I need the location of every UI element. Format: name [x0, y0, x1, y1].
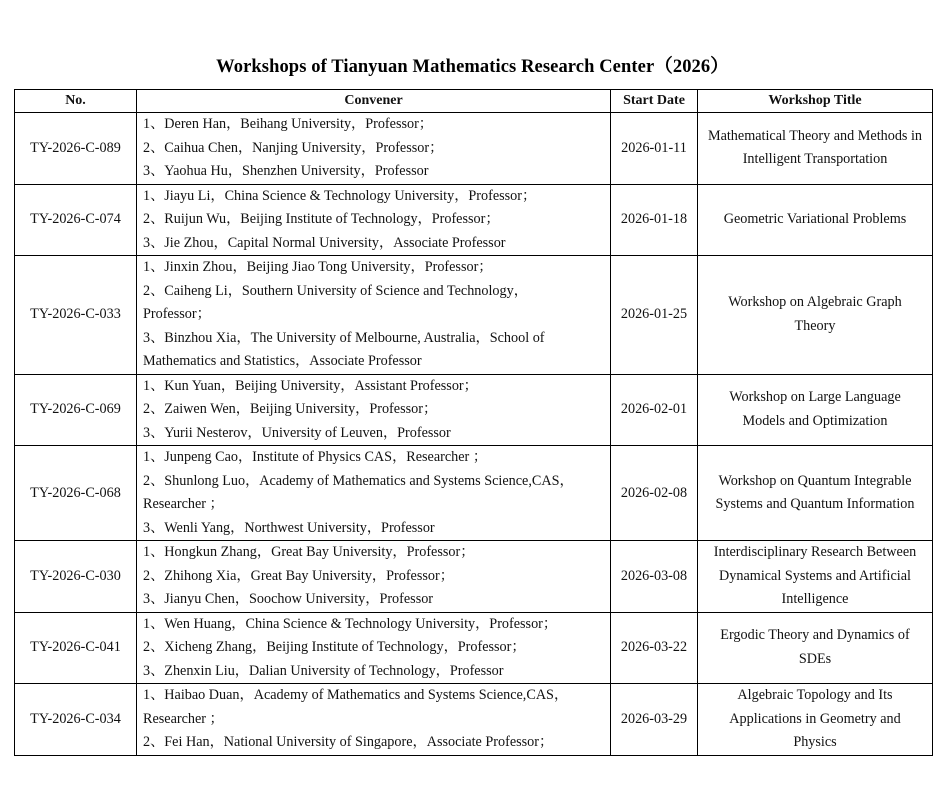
- workshop-number: TY-2026-C-041: [15, 612, 137, 684]
- convener-line: 3、Wenli Yang，Northwest University，Professor: [143, 519, 435, 536]
- table-row: [15, 684, 933, 756]
- workshop-number: TY-2026-C-089: [15, 113, 137, 185]
- workshop-title: [698, 374, 933, 446]
- convener-line: 2、Caiheng Li，Southern University of Science and Technology，: [143, 282, 528, 299]
- workshop-title: [698, 446, 933, 541]
- start-date: 2026-01-18: [611, 184, 698, 256]
- workshop-title: [698, 541, 933, 613]
- convener-line: Mathematics and Statistics，Associate Professor: [143, 353, 422, 369]
- convener-line: 2、Ruijun Wu，Beijing Institute of Technology，Professor；: [143, 211, 500, 227]
- workshop-title: [698, 256, 933, 375]
- table-row: [15, 113, 933, 185]
- workshop-number: TY-2026-C-033: [15, 256, 137, 375]
- workshop-title: [698, 612, 933, 684]
- workshop-title: [698, 684, 933, 756]
- workshop-number: TY-2026-C-068: [15, 446, 137, 541]
- workshop-title: [698, 184, 933, 256]
- table-header-row: [15, 90, 933, 113]
- header-start-date: Start Date: [611, 90, 698, 113]
- workshop-title-line: Ergodic Theory and Dynamics of: [720, 627, 910, 644]
- convener-line: 2、Shunlong Luo，Academy of Mathematics and Systems Science,CAS，: [143, 472, 574, 489]
- convener-line: 3、Jie Zhou，Capital Normal University，Associate Professor: [143, 234, 506, 251]
- convener-line: Professor；: [143, 306, 211, 322]
- start-date: 2026-02-01: [611, 374, 698, 446]
- convener-line: 2、Fei Han，National University of Singapore，Associate Professor；: [143, 734, 554, 750]
- table-row: [15, 446, 933, 541]
- convener-cell: [137, 184, 611, 256]
- workshop-title-line: SDEs: [798, 650, 832, 667]
- convener-cell: [137, 374, 611, 446]
- convener-line: 1、Jinxin Zhou，Beijing Jiao Tong University，Professor；: [143, 259, 493, 275]
- convener-line: 3、Yurii Nesterov，University of Leuven，Professor: [143, 424, 451, 441]
- convener-cell: [137, 684, 611, 756]
- table-row: [15, 612, 933, 684]
- start-date: 2026-03-08: [611, 541, 698, 613]
- convener-line: 1、Haibao Duan，Academy of Mathematics and Systems Science,CAS，: [143, 687, 569, 703]
- workshop-title-line: Workshop on Quantum Integrable: [718, 472, 912, 489]
- workshop-title-line: Workshop on Algebraic Graph: [728, 294, 902, 311]
- workshop-title-line: Algebraic Topology and Its: [737, 687, 893, 703]
- convener-line: 3、Yaohua Hu，Shenzhen University，Professor: [143, 163, 429, 179]
- convener-line: 1、Hongkun Zhang，Great Bay University，Professor；: [143, 544, 475, 560]
- convener-line: 2、Zhihong Xia，Great Bay University，Professor；: [143, 567, 454, 584]
- convener-line: 2、Caihua Chen，Nanjing University，Professor；: [143, 139, 444, 156]
- convener-line: 3、Zhenxin Liu，Dalian University of Technology，Professor: [143, 662, 504, 679]
- convener-line: 2、Xicheng Zhang，Beijing Institute of Technology，Professor；: [143, 639, 526, 655]
- convener-cell: [137, 113, 611, 185]
- convener-line: 3、Jianyu Chen，Soochow University，Professor: [143, 591, 434, 607]
- workshop-title-line: Dynamical Systems and Artificial: [719, 567, 911, 584]
- start-date: 2026-02-08: [611, 446, 698, 541]
- workshop-title-line: Interdisciplinary Research Between: [713, 544, 917, 560]
- workshops-table: [14, 89, 933, 756]
- table-row: [15, 374, 933, 446]
- start-date: 2026-03-22: [611, 612, 698, 684]
- workshop-title-line: Intelligent Transportation: [742, 151, 888, 168]
- table-row: [15, 256, 933, 375]
- convener-cell: [137, 256, 611, 375]
- table-row: [15, 541, 933, 613]
- workshop-number: TY-2026-C-074: [15, 184, 137, 256]
- convener-cell: [137, 612, 611, 684]
- page-title: Workshops of Tianyuan Mathematics Research Center（2026）: [216, 57, 729, 77]
- workshop-title-line: Mathematical Theory and Methods in: [707, 127, 923, 144]
- workshop-title-line: Geometric Variational Problems: [723, 211, 907, 227]
- workshop-title: [698, 113, 933, 185]
- convener-line: 1、Junpeng Cao，Institute of Physics CAS，Researcher ；: [143, 449, 488, 465]
- workshop-title-line: Applications in Geometry and: [729, 710, 901, 727]
- start-date: 2026-01-25: [611, 256, 698, 375]
- workshop-number: TY-2026-C-069: [15, 374, 137, 446]
- header-workshop-title: Workshop Title: [698, 90, 933, 113]
- convener-line: 1、Wen Huang，China Science & Technology University，Professor；: [143, 615, 558, 632]
- workshop-title-line: Intelligence: [781, 591, 849, 607]
- table-row: [15, 184, 933, 256]
- start-date: 2026-01-11: [611, 113, 698, 185]
- convener-line: Researcher ；: [143, 710, 224, 727]
- convener-cell: [137, 446, 611, 541]
- header-no: No.: [15, 90, 137, 113]
- convener-line: 3、Binzhou Xia，The University of Melbourne, Australia，School of: [143, 329, 545, 346]
- convener-line: Researcher ；: [143, 496, 224, 512]
- workshop-title-line: Workshop on Large Language: [729, 389, 901, 406]
- header-convener: Convener: [137, 90, 611, 113]
- convener-line: 1、Jiayu Li，China Science & Technology University，Professor；: [143, 187, 537, 204]
- workshop-title-line: Systems and Quantum Information: [715, 496, 915, 512]
- workshop-title-line: Theory: [794, 317, 836, 334]
- workshop-number: TY-2026-C-034: [15, 684, 137, 756]
- start-date: 2026-03-29: [611, 684, 698, 756]
- workshop-number: TY-2026-C-030: [15, 541, 137, 613]
- convener-line: 1、Deren Han，Beihang University，Professor；: [143, 116, 433, 132]
- workshop-title-line: Models and Optimization: [742, 412, 888, 429]
- convener-line: 2、Zaiwen Wen，Beijing University，Professor；: [143, 401, 438, 417]
- workshop-title-line: Physics: [793, 734, 837, 750]
- convener-cell: [137, 541, 611, 613]
- convener-line: 1、Kun Yuan，Beijing University，Assistant Professor；: [143, 377, 478, 394]
